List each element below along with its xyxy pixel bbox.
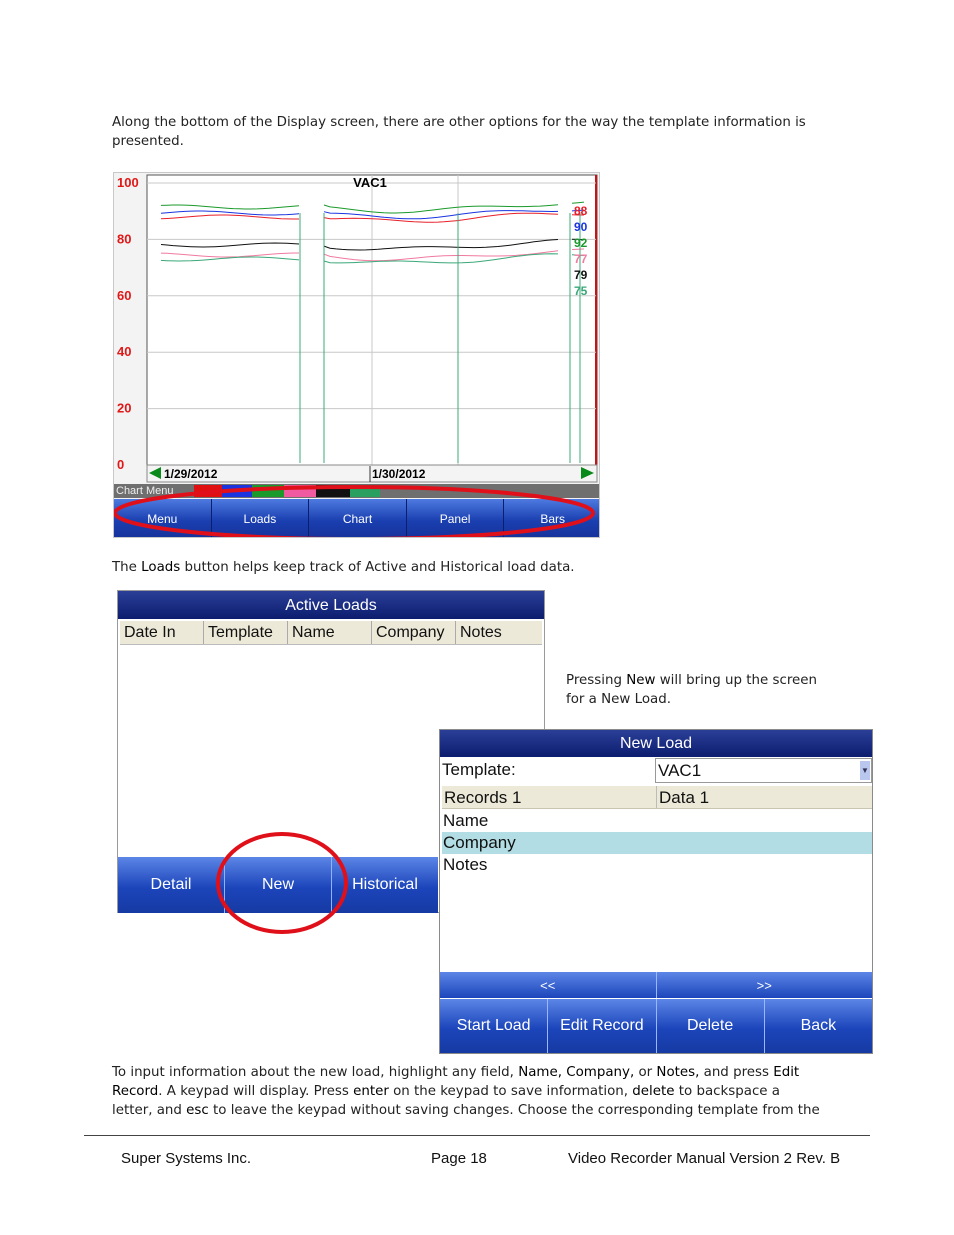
field-row-notes[interactable]: Notes <box>443 855 488 874</box>
value-label: 75 <box>574 284 588 298</box>
value-label: 90 <box>574 220 588 234</box>
tc-chip-blue[interactable] <box>222 485 252 497</box>
new-keyword: New <box>626 673 656 688</box>
new-note-before: Pressing <box>566 673 627 688</box>
active-loads-title: Active Loads <box>118 591 544 619</box>
y-tick-label: 20 <box>117 400 132 416</box>
kw-enter: enter <box>353 1084 389 1099</box>
tc-chip-green[interactable] <box>252 485 284 497</box>
chart-title: VAC1 <box>353 175 387 190</box>
field-row-company[interactable]: Company <box>442 832 872 854</box>
x-tick-label-2: 1/30/2012 <box>372 467 426 481</box>
chart-menu-strip <box>114 484 600 498</box>
chart-button[interactable]: Chart <box>309 499 407 538</box>
kw-esc: esc <box>186 1103 209 1118</box>
instructions-paragraph <box>112 1063 842 1120</box>
loads-paragraph <box>112 558 575 577</box>
chart-screen-screenshot <box>113 172 600 538</box>
new-load-screenshot <box>439 729 873 1054</box>
value-label: 92 <box>574 236 588 250</box>
y-tick-labels <box>117 175 139 472</box>
kw-edit: Edit <box>773 1065 800 1080</box>
chart-menu-label: Chart Menu <box>116 485 174 497</box>
kw-delete: delete <box>632 1084 675 1099</box>
intro-paragraph: Along the bottom of the Display screen, there are other options for the way the template information is presented. <box>112 115 806 149</box>
loads-keyword: Loads <box>141 560 181 575</box>
footer-page: Page 18 <box>431 1150 487 1167</box>
records-grid-header <box>442 786 872 809</box>
loads-text-before: The <box>112 560 142 575</box>
panel-button[interactable]: Panel <box>407 499 505 538</box>
instr-backspace: to backspace a <box>674 1084 781 1099</box>
col-company[interactable]: Company <box>372 621 456 644</box>
loads-text-after: button helps keep track of Active and Historical load data. <box>180 560 575 575</box>
historical-button[interactable]: Historical <box>332 857 438 913</box>
value-label: 79 <box>574 268 588 282</box>
instr-text: To input information about the new load, highlight any field, <box>112 1065 519 1080</box>
footer-company: Super Systems Inc. <box>121 1150 252 1167</box>
chart-button-bar <box>114 499 600 538</box>
new-load-actions <box>440 999 872 1053</box>
loads-button[interactable]: Loads <box>212 499 310 538</box>
instr-letter: letter, and <box>112 1103 187 1118</box>
kw-record: Record <box>112 1084 159 1099</box>
tc-chip-red[interactable] <box>194 485 222 497</box>
y-tick-label: 0 <box>117 457 125 472</box>
col-notes[interactable]: Notes <box>460 624 502 641</box>
kw-name: Name, <box>518 1065 562 1080</box>
kw-company: Company, <box>566 1065 635 1080</box>
detail-button[interactable]: Detail <box>118 857 225 913</box>
instr-or: or <box>634 1065 657 1080</box>
y-tick-label: 40 <box>117 344 132 360</box>
col-template[interactable]: Template <box>204 621 288 644</box>
col-name[interactable]: Name <box>288 621 372 644</box>
kw-notes: Notes, <box>656 1065 700 1080</box>
y-tick-label: 60 <box>117 287 132 303</box>
new-load-title: New Load <box>440 730 872 757</box>
start-load-button[interactable]: Start Load <box>440 999 548 1053</box>
instr-keypad: . A keypad will display. Press <box>158 1084 354 1099</box>
footer-manual: Video Recorder Manual Version 2 Rev. B <box>568 1150 841 1167</box>
tc-chip-pink[interactable] <box>284 485 316 497</box>
value-label: 88 <box>574 204 588 218</box>
template-select[interactable] <box>655 758 872 783</box>
active-loads-header <box>120 621 542 645</box>
instr-leave: to leave the keypad without saving changes. Choose the corresponding template from the <box>208 1103 820 1118</box>
new-note-line2: for a New Load. <box>566 692 671 707</box>
red-highlight-circle <box>218 834 346 932</box>
new-button[interactable]: New <box>225 857 332 913</box>
new-note <box>566 671 846 709</box>
delete-button[interactable]: Delete <box>657 999 765 1053</box>
instr-save: on the keypad to save information, <box>388 1084 633 1099</box>
back-button[interactable]: Back <box>765 999 872 1053</box>
new-highlight-circle <box>214 830 354 936</box>
next-page-button[interactable]: >> <box>657 972 873 998</box>
menu-button[interactable]: Menu <box>114 499 212 538</box>
records-header[interactable]: Records 1 <box>442 786 657 808</box>
template-label: Template: <box>442 760 516 779</box>
tc-chip-black[interactable] <box>316 485 350 497</box>
col-date-in[interactable]: Date In <box>120 621 204 644</box>
y-tick-label: 100 <box>117 175 139 190</box>
edit-record-button[interactable]: Edit Record <box>548 999 656 1053</box>
prev-page-button[interactable]: << <box>440 972 657 998</box>
chevron-down-icon[interactable]: ▼ <box>860 761 870 780</box>
data-header[interactable]: Data 1 <box>659 788 710 807</box>
field-row-name[interactable]: Name <box>443 811 489 830</box>
instr-press: and press <box>699 1065 774 1080</box>
bars-button[interactable]: Bars <box>504 499 600 538</box>
template-value: VAC1 <box>658 761 702 780</box>
new-note-after: will bring up the screen <box>655 673 818 688</box>
footer-rule <box>84 1135 870 1136</box>
tc-chip-teal[interactable] <box>350 485 380 497</box>
y-tick-label: 80 <box>117 231 132 247</box>
page-nav <box>440 972 872 998</box>
value-label: 77 <box>574 252 588 266</box>
x-tick-label-1: 1/29/2012 <box>164 467 218 481</box>
